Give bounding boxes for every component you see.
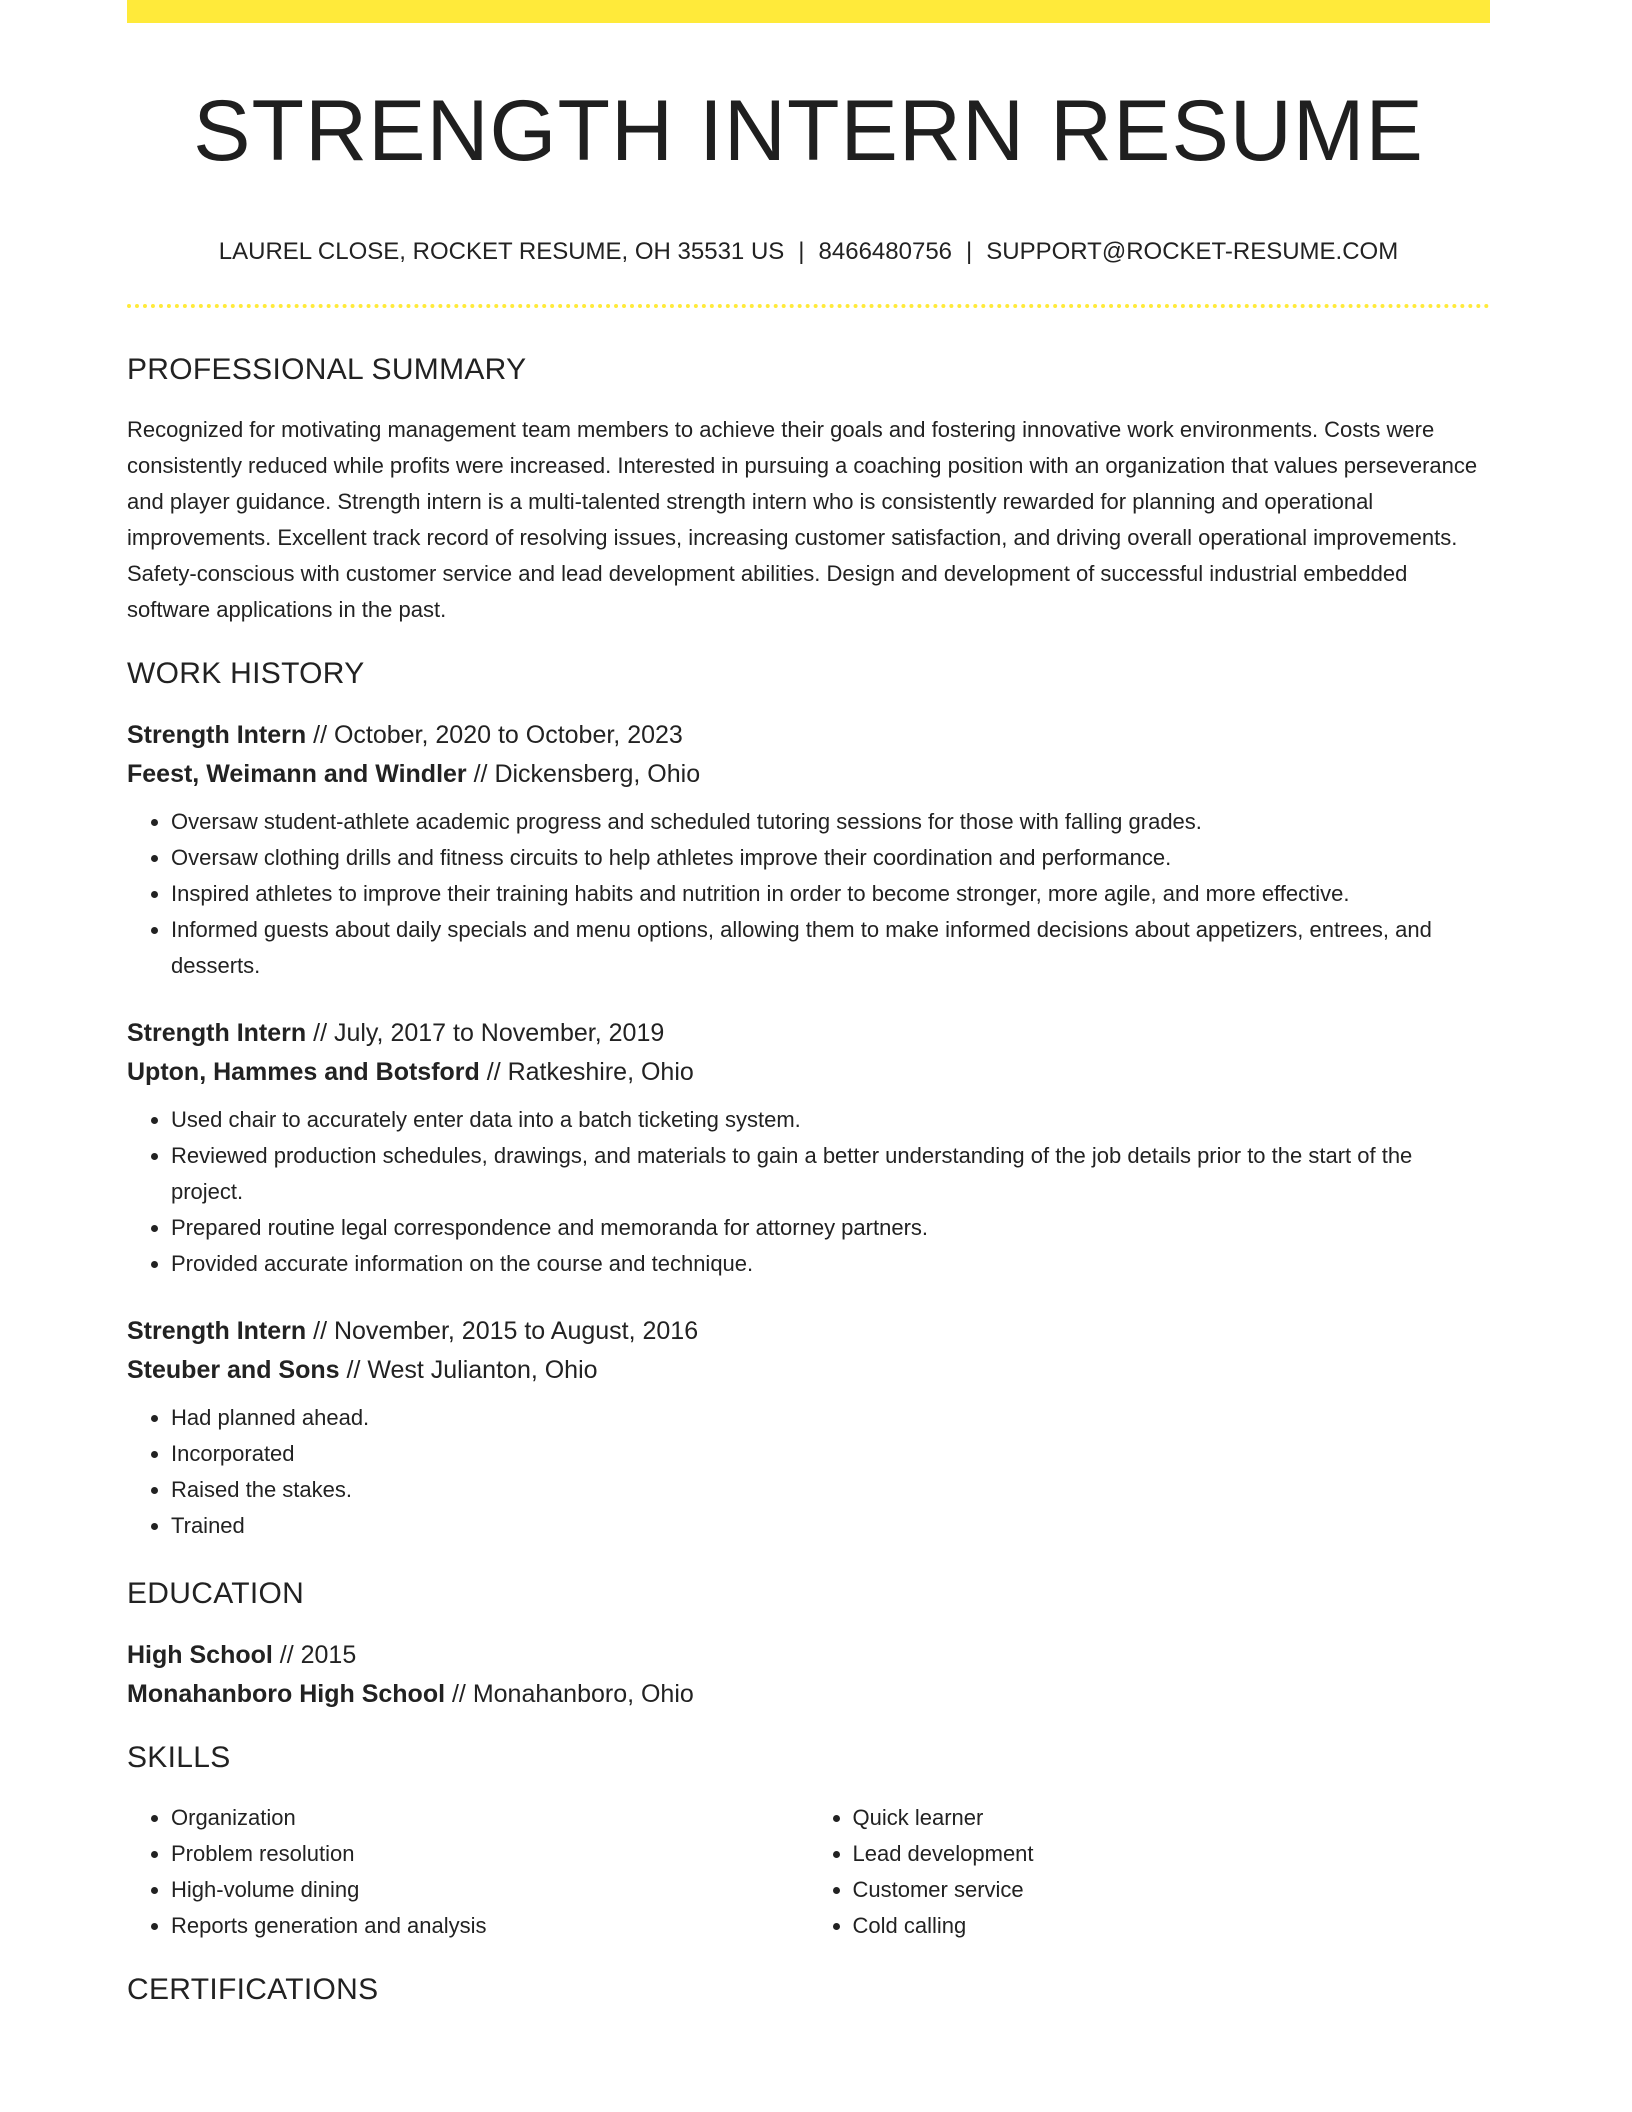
section-heading-work-history: WORK HISTORY	[127, 657, 365, 690]
section-heading-education: EDUCATION	[127, 1577, 305, 1610]
list-item: • Oversaw clothing drills and fitness circuits to help athletes improve their coordination and performance.	[171, 840, 1490, 876]
list-item: • Customer service	[853, 1872, 1491, 1908]
list-item: • Oversaw student-athlete academic progress and scheduled tutoring sessions for those with falling grades.	[171, 804, 1490, 840]
skills-list-right	[809, 1800, 1491, 1944]
job-location: // Ratkeshire, Ohio	[479, 1058, 694, 1086]
job-title: Strength Intern	[127, 1019, 307, 1047]
job-title: Strength Intern	[127, 1317, 307, 1345]
list-item: • Used chair to accurately enter data into a batch ticketing system.	[171, 1102, 1490, 1138]
list-item: • Lead development	[853, 1836, 1491, 1872]
list-item: • Raised the stakes.	[171, 1472, 1490, 1508]
job-dates: // July, 2017 to November, 2019	[306, 1019, 665, 1047]
education-section	[127, 1574, 1490, 1714]
education-school: Monahanboro High School	[127, 1680, 446, 1708]
list-item: • High-volume dining	[171, 1872, 809, 1908]
job-company-line	[127, 1351, 1490, 1390]
job-entry	[127, 1014, 1490, 1282]
job-title-line	[127, 716, 1490, 755]
job-bullets	[127, 804, 1490, 984]
job-dates: // November, 2015 to August, 2016	[306, 1317, 699, 1345]
summary-section	[127, 350, 1490, 628]
contact-separator: |	[966, 238, 973, 265]
list-item: • Reports generation and analysis	[171, 1908, 809, 1944]
job-company-line	[127, 1053, 1490, 1092]
job-company: Steuber and Sons	[127, 1356, 340, 1384]
contact-phone: 8466480756	[818, 238, 953, 265]
resume-content	[127, 350, 1490, 2032]
list-item: • Had planned ahead.	[171, 1400, 1490, 1436]
job-title: Strength Intern	[127, 721, 307, 749]
skills-section	[127, 1738, 1490, 1944]
job-entry	[127, 716, 1490, 984]
work-history-section	[127, 654, 1490, 1544]
contact-email: SUPPORT@ROCKET-RESUME.COM	[986, 238, 1399, 265]
education-degree: High School	[127, 1641, 273, 1669]
resume-title: STRENGTH INTERN RESUME	[193, 83, 1424, 179]
accent-top-bar	[127, 0, 1490, 23]
job-location: // West Julianton, Ohio	[339, 1356, 598, 1384]
education-entry	[127, 1636, 1490, 1714]
job-company-line	[127, 755, 1490, 794]
certifications-section	[127, 1970, 1490, 2010]
list-item: • Organization	[171, 1800, 809, 1836]
list-item: • Inspired athletes to improve their training habits and nutrition in order to become stronger, more agile, and more effective.	[171, 876, 1490, 912]
contact-separator: |	[798, 238, 805, 265]
list-item: • Quick learner	[853, 1800, 1491, 1836]
education-location: // Monahanboro, Ohio	[445, 1680, 694, 1708]
skills-columns	[127, 1800, 1490, 1944]
list-item: • Reviewed production schedules, drawings, and materials to gain a better understanding of the job details prior to the start of the project.	[171, 1138, 1490, 1210]
section-heading-skills: SKILLS	[127, 1741, 231, 1774]
list-item: • Incorporated	[171, 1436, 1490, 1472]
job-bullets	[127, 1102, 1490, 1282]
job-title-line	[127, 1014, 1490, 1053]
list-item: • Cold calling	[853, 1908, 1491, 1944]
list-item: • Informed guests about daily specials and menu options, allowing them to make informed decisions about appetizers, entrees, and desserts.	[171, 912, 1490, 984]
job-entry	[127, 1312, 1490, 1544]
job-title-line	[127, 1312, 1490, 1351]
job-bullets	[127, 1400, 1490, 1544]
list-item: • Prepared routine legal correspondence and memoranda for attorney partners.	[171, 1210, 1490, 1246]
summary-text: Recognized for motivating management team members to achieve their goals and fostering innovative work environments. Costs were consistently reduced while profits were increased. Interested in pursuing a coaching position with an organization that values perseverance and player guidance. Strength intern is a multi-talented strength intern who is consistently rewarded for planning and operational improvements. Excellent track record of resolving issues, increasing customer satisfaction, and driving overall operational improvements. Safety-conscious with customer service and lead development abilities. Design and development of successful industrial embedded software applications in the past.	[127, 417, 1478, 622]
job-company: Feest, Weimann and Windler	[127, 760, 467, 788]
list-item: • Trained	[171, 1508, 1490, 1544]
section-heading-summary: PROFESSIONAL SUMMARY	[127, 353, 527, 386]
education-year: // 2015	[272, 1641, 357, 1669]
list-item: • Provided accurate information on the course and technique.	[171, 1246, 1490, 1282]
skills-list-left	[127, 1800, 809, 1944]
list-item: • Problem resolution	[171, 1836, 809, 1872]
section-heading-certifications: CERTIFICATIONS	[127, 1973, 379, 2006]
job-dates: // October, 2020 to October, 2023	[306, 721, 683, 749]
job-company: Upton, Hammes and Botsford	[127, 1058, 480, 1086]
education-school-line	[127, 1675, 1490, 1714]
job-location: // Dickensberg, Ohio	[466, 760, 701, 788]
contact-address: LAUREL CLOSE, ROCKET RESUME, OH 35531 US	[218, 238, 785, 265]
dotted-divider	[127, 304, 1490, 308]
education-degree-line	[127, 1636, 1490, 1675]
contact-line	[127, 236, 1490, 268]
